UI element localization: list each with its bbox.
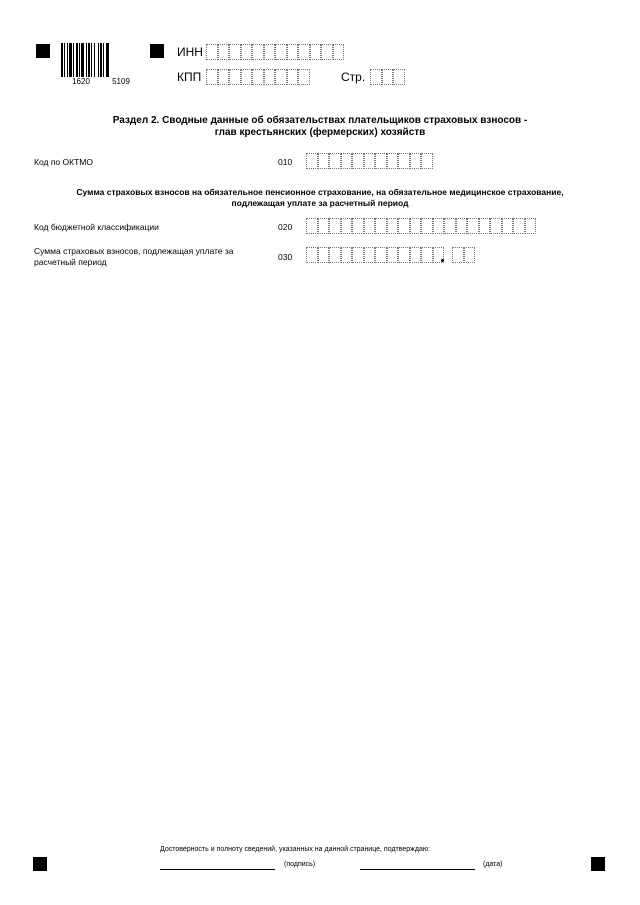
confirm-text: Достоверность и полноту сведений, указанных на данной странице, подтверждаю: bbox=[160, 846, 431, 853]
input-cell[interactable] bbox=[398, 153, 410, 169]
input-cell[interactable] bbox=[306, 218, 318, 234]
signature-line[interactable] bbox=[160, 869, 275, 870]
kbk-code: 020 bbox=[278, 222, 293, 232]
kpp-field[interactable] bbox=[206, 69, 310, 85]
input-cell[interactable] bbox=[318, 218, 330, 234]
input-cell[interactable] bbox=[241, 44, 253, 60]
input-cell[interactable] bbox=[218, 69, 230, 85]
input-cell[interactable] bbox=[318, 153, 330, 169]
section-title-line1: Раздел 2. Сводные данные об обязательствах плательщиков страховых взносов - bbox=[112, 115, 528, 126]
input-cell[interactable] bbox=[264, 44, 276, 60]
input-cell[interactable] bbox=[206, 69, 218, 85]
input-cell[interactable] bbox=[206, 44, 218, 60]
sum-kopecks-field[interactable] bbox=[452, 247, 475, 263]
input-cell[interactable] bbox=[502, 218, 514, 234]
payment-subtitle bbox=[40, 187, 600, 209]
input-cell[interactable] bbox=[229, 44, 241, 60]
input-cell[interactable] bbox=[452, 247, 464, 263]
sum-label bbox=[34, 246, 234, 268]
sum-label-line2: расчетный период bbox=[34, 257, 107, 267]
input-cell[interactable] bbox=[387, 153, 399, 169]
sum-label-line1: Сумма страховых взносов, подлежащая уплате за bbox=[34, 246, 234, 256]
input-cell[interactable] bbox=[352, 153, 364, 169]
input-cell[interactable] bbox=[375, 153, 387, 169]
corner-marker-bottom-right bbox=[591, 857, 605, 871]
payment-subtitle-line1: Сумма страховых взносов на обязательное пенсионное страхование, на обязательное медицинское страхование, bbox=[76, 187, 564, 197]
input-cell[interactable] bbox=[410, 153, 422, 169]
input-cell[interactable] bbox=[364, 218, 376, 234]
kbk-field[interactable] bbox=[306, 218, 536, 234]
barcode-bars bbox=[61, 43, 141, 77]
input-cell[interactable] bbox=[252, 69, 264, 85]
input-cell[interactable] bbox=[218, 44, 230, 60]
input-cell[interactable] bbox=[525, 218, 537, 234]
payment-subtitle-line2: подлежащая уплате за расчетный период bbox=[231, 198, 409, 208]
input-cell[interactable] bbox=[490, 218, 502, 234]
barcode-number-left: 1620 bbox=[72, 77, 90, 86]
input-cell[interactable] bbox=[421, 153, 433, 169]
corner-marker-top-right bbox=[150, 44, 164, 58]
input-cell[interactable] bbox=[421, 247, 433, 263]
input-cell[interactable] bbox=[329, 247, 341, 263]
input-cell[interactable] bbox=[341, 153, 353, 169]
input-cell[interactable] bbox=[275, 69, 287, 85]
signature-label: (подпись) bbox=[284, 861, 316, 868]
input-cell[interactable] bbox=[375, 247, 387, 263]
corner-marker-top-left bbox=[36, 44, 50, 58]
oktmo-field[interactable] bbox=[306, 153, 433, 169]
date-label: (дата) bbox=[483, 861, 503, 868]
input-cell[interactable] bbox=[398, 218, 410, 234]
input-cell[interactable] bbox=[387, 247, 399, 263]
page-label: Стр. bbox=[341, 70, 366, 84]
input-cell[interactable] bbox=[387, 218, 399, 234]
oktmo-label: Код по ОКТМО bbox=[34, 157, 93, 167]
input-cell[interactable] bbox=[333, 44, 345, 60]
input-cell[interactable] bbox=[287, 69, 299, 85]
date-line[interactable] bbox=[360, 869, 475, 870]
input-cell[interactable] bbox=[513, 218, 525, 234]
input-cell[interactable] bbox=[456, 218, 468, 234]
input-cell[interactable] bbox=[241, 69, 253, 85]
input-cell[interactable] bbox=[298, 69, 310, 85]
oktmo-code: 010 bbox=[278, 157, 293, 167]
input-cell[interactable] bbox=[364, 153, 376, 169]
kpp-label: КПП bbox=[177, 70, 202, 84]
input-cell[interactable] bbox=[306, 247, 318, 263]
input-cell[interactable] bbox=[364, 247, 376, 263]
input-cell[interactable] bbox=[275, 44, 287, 60]
input-cell[interactable] bbox=[421, 218, 433, 234]
inn-label: ИНН bbox=[177, 45, 203, 59]
input-cell[interactable] bbox=[433, 218, 445, 234]
sum-code: 030 bbox=[278, 252, 293, 262]
input-cell[interactable] bbox=[398, 247, 410, 263]
input-cell[interactable] bbox=[252, 44, 264, 60]
input-cell[interactable] bbox=[479, 218, 491, 234]
decimal-point bbox=[441, 259, 444, 262]
input-cell[interactable] bbox=[410, 247, 422, 263]
section-title bbox=[60, 115, 580, 139]
input-cell[interactable] bbox=[318, 247, 330, 263]
kbk-label: Код бюджетной классификации bbox=[34, 222, 159, 232]
page-number-field[interactable] bbox=[370, 69, 405, 85]
input-cell[interactable] bbox=[298, 44, 310, 60]
input-cell[interactable] bbox=[467, 218, 479, 234]
input-cell[interactable] bbox=[375, 218, 387, 234]
input-cell[interactable] bbox=[352, 247, 364, 263]
input-cell[interactable] bbox=[393, 69, 405, 85]
input-cell[interactable] bbox=[229, 69, 241, 85]
input-cell[interactable] bbox=[370, 69, 382, 85]
sum-rubles-field[interactable] bbox=[306, 247, 444, 263]
inn-field[interactable] bbox=[206, 44, 344, 60]
input-cell[interactable] bbox=[464, 247, 476, 263]
input-cell[interactable] bbox=[444, 218, 456, 234]
input-cell[interactable] bbox=[341, 218, 353, 234]
barcode-number-right: 5109 bbox=[112, 77, 130, 86]
input-cell[interactable] bbox=[310, 44, 322, 60]
input-cell[interactable] bbox=[341, 247, 353, 263]
input-cell[interactable] bbox=[329, 153, 341, 169]
input-cell[interactable] bbox=[321, 44, 333, 60]
input-cell[interactable] bbox=[264, 69, 276, 85]
section-title-line2: глав крестьянских (фермерских) хозяйств bbox=[214, 127, 426, 138]
input-cell[interactable] bbox=[410, 218, 422, 234]
corner-marker-bottom-left bbox=[33, 857, 47, 871]
input-cell[interactable] bbox=[329, 218, 341, 234]
input-cell[interactable] bbox=[287, 44, 299, 60]
input-cell[interactable] bbox=[382, 69, 394, 85]
input-cell[interactable] bbox=[306, 153, 318, 169]
barcode bbox=[61, 43, 141, 86]
input-cell[interactable] bbox=[352, 218, 364, 234]
